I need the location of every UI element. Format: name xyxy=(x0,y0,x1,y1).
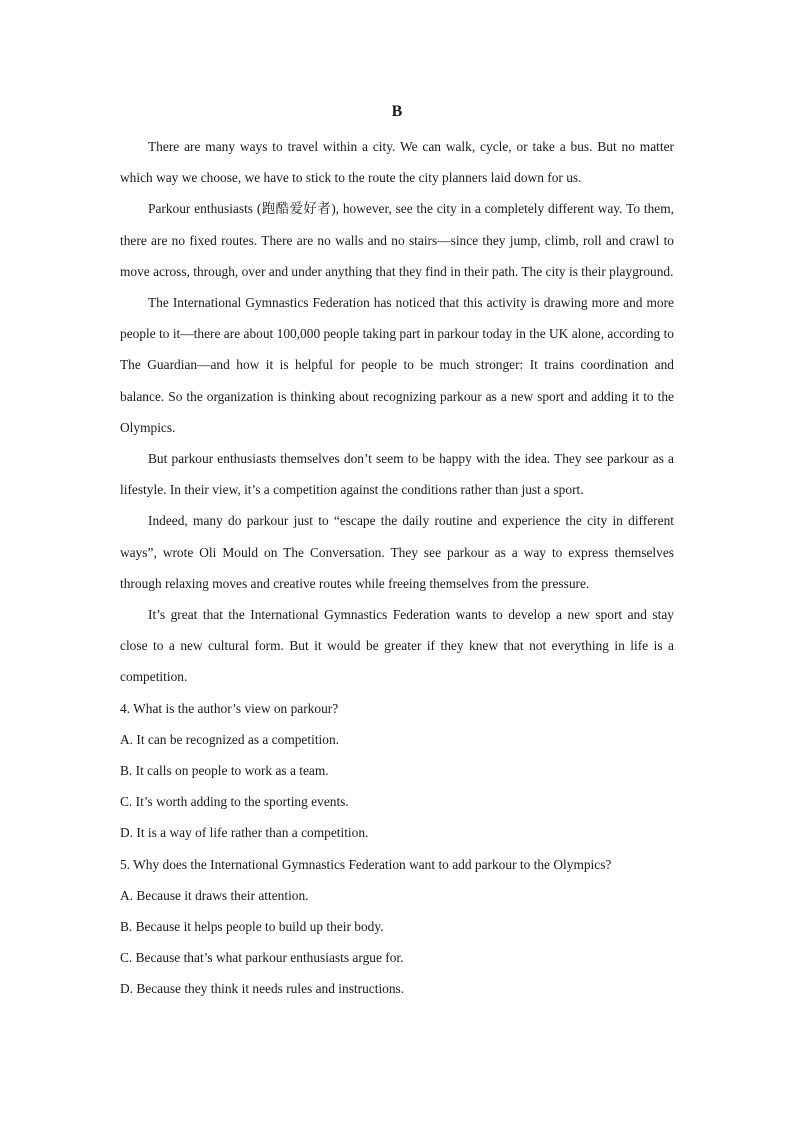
answer-option: A. It can be recognized as a competition. xyxy=(120,731,339,747)
answer-option: C. Because that’s what parkour enthusiasts argue for. xyxy=(120,950,404,966)
question-stem: 5. Why does the International Gymnastics Federation want to add parkour to the Olympics? xyxy=(120,856,612,872)
paragraph-4: But parkour enthusiasts themselves don’t seem to be happy with the idea. They see parkour as a lifestyle. In their view, it’s a competition against the conditions rather than just a sport. xyxy=(120,451,674,498)
answer-option: B. Because it helps people to build up their body. xyxy=(120,919,384,935)
answer-option: C. It’s worth adding to the sporting events. xyxy=(120,794,349,810)
section-title: B xyxy=(391,103,403,120)
paragraph-1: There are many ways to travel within a city. We can walk, cycle, or take a bus. But no matter which way we choose, we have to stick to the route the city planners laid down for us. xyxy=(120,139,674,186)
document-page xyxy=(120,100,674,1005)
paragraph-6: It’s great that the International Gymnastics Federation wants to develop a new sport and stay close to a new cultural form. But it would be greater if they knew that not everything in life is a competition. xyxy=(120,607,674,685)
paragraph-3: The International Gymnastics Federation has noticed that this activity is drawing more and more people to it—there are about 100,000 people taking part in parkour today in the UK alone, according to The Guardian—and how it is helpful for people to be much stronger: It trains coordination and balance. So the organization is thinking about recognizing parkour as a new sport and adding it to the Olympics. xyxy=(120,295,674,435)
answer-option: D. Because they think it needs rules and instructions. xyxy=(120,981,405,997)
question-4 xyxy=(120,693,674,849)
paragraph-2: Parkour enthusiasts (跑酷爱好者), however, see the city in a completely different way. To them, there are no fixed routes. There are no walls and no stairs—since they jump, climb, roll and crawl to move across, through, over and under anything that they find in their path. The city is their playground. xyxy=(120,201,674,279)
answer-option: B. It calls on people to work as a team. xyxy=(120,763,329,779)
paragraph-5: Indeed, many do parkour just to “escape the daily routine and experience the city in different ways”, wrote Oli Mould on The Conversation. They see parkour as a way to express themselves through relaxing moves and creative routes while freeing themselves from the pressure. xyxy=(120,513,674,591)
answer-option: A. Because it draws their attention. xyxy=(120,887,309,903)
question-5 xyxy=(120,849,674,1005)
answer-option: D. It is a way of life rather than a competition. xyxy=(120,825,369,841)
question-stem: 4. What is the author’s view on parkour? xyxy=(120,700,339,716)
